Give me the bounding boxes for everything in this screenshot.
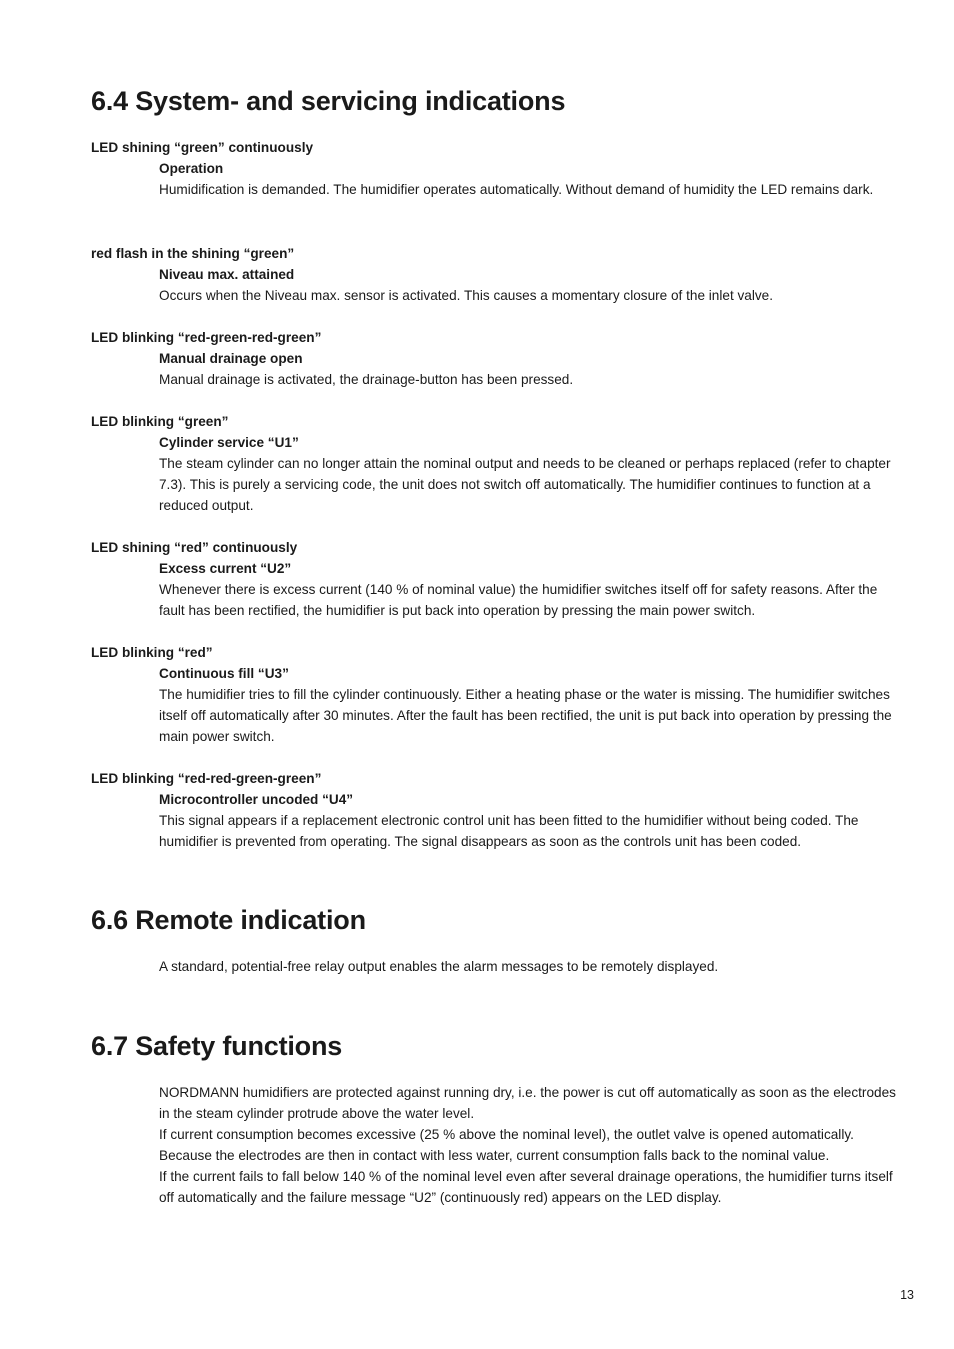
indication-description: Whenever there is excess current (140 % of nominal value) the humidifier switches itself off for safety reasons. After the fault has been rectified, the humidifier is put back into operation by pressing the main power switch. bbox=[159, 582, 878, 618]
indication-entry-u4 bbox=[91, 768, 911, 852]
led-condition: LED blinking “red” bbox=[91, 645, 213, 660]
indication-entry-niveau-max bbox=[91, 243, 911, 306]
indication-entry-u1 bbox=[91, 411, 911, 516]
led-condition: LED shining “red” continuously bbox=[91, 540, 298, 555]
led-condition: red flash in the shining “green” bbox=[91, 246, 295, 261]
page-number: 13 bbox=[900, 1288, 914, 1302]
indication-name: Operation bbox=[159, 161, 224, 176]
indication-name: Niveau max. attained bbox=[159, 267, 295, 282]
indication-name: Cylinder service “U1” bbox=[159, 435, 299, 450]
indication-entry-operation bbox=[91, 137, 911, 200]
section-6-7-heading: 6.7 Safety functions bbox=[91, 1031, 343, 1061]
indication-description: The steam cylinder can no longer attain the nominal output and needs to be cleaned or perhaps replaced (refer to chapter 7.3). This is purely a servicing code, the unit does not switch off automatically. The humidifier continues to function at a reduced output. bbox=[159, 456, 891, 513]
safety-paragraph: If current consumption becomes excessive (25 % above the nominal level), the outlet valve is opened automatically. Because the electrodes are then in contact with less water, current consumption falls back to the nominal value. bbox=[159, 1127, 854, 1163]
indication-entry-u3 bbox=[91, 642, 911, 747]
safety-functions-text bbox=[159, 1082, 909, 1208]
indication-description: Humidification is demanded. The humidifier operates automatically. Without demand of humidity the LED remains dark. bbox=[159, 182, 874, 197]
indication-name: Continuous fill “U3” bbox=[159, 666, 289, 681]
indication-name: Manual drainage open bbox=[159, 351, 303, 366]
led-condition: LED blinking “green” bbox=[91, 414, 229, 429]
led-condition: LED blinking “red-red-green-green” bbox=[91, 771, 322, 786]
indication-description: The humidifier tries to fill the cylinder continuously. Either a heating phase or the water is missing. The humidifier switches itself off automatically after 30 minutes. After the fault has been rectified, the unit is put back into operation by pressing the main power switch. bbox=[159, 687, 892, 744]
led-condition: LED shining “green” continuously bbox=[91, 140, 314, 155]
indication-name: Microcontroller uncoded “U4” bbox=[159, 792, 354, 807]
remote-indication-text: A standard, potential-free relay output enables the alarm messages to be remotely displayed. bbox=[159, 959, 719, 974]
indication-description: Manual drainage is activated, the drainage-button has been pressed. bbox=[159, 372, 574, 387]
indication-entry-u2 bbox=[91, 537, 911, 621]
section-6-4-heading: 6.4 System- and servicing indications bbox=[91, 86, 566, 116]
safety-paragraph: NORDMANN humidifiers are protected against running dry, i.e. the power is cut off automatically as soon as the electrodes in the steam cylinder protrude above the water level. bbox=[159, 1085, 896, 1121]
indication-name: Excess current “U2” bbox=[159, 561, 292, 576]
indication-description: This signal appears if a replacement electronic control unit has been fitted to the humidifier without being coded. The humidifier is prevented from operating. The signal disappears as soon as the controls unit has been coded. bbox=[159, 813, 859, 849]
led-condition: LED blinking “red-green-red-green” bbox=[91, 330, 322, 345]
indication-entry-manual-drainage bbox=[91, 327, 911, 390]
section-6-6-heading: 6.6 Remote indication bbox=[91, 905, 366, 935]
indication-description: Occurs when the Niveau max. sensor is activated. This causes a momentary closure of the inlet valve. bbox=[159, 288, 774, 303]
safety-paragraph: If the current fails to fall below 140 % of the nominal level even after several drainage operations, the humidifier turns itself off automatically and the failure message “U2” (continuously red) appears on the LED display. bbox=[159, 1169, 893, 1205]
